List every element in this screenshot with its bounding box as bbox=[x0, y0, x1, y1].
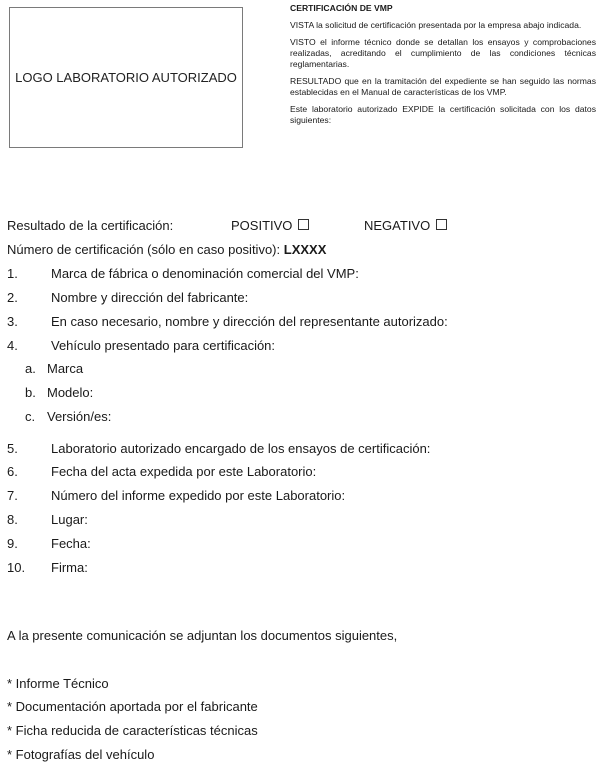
item-number: 1. bbox=[7, 266, 18, 281]
certificate-paragraph: RESULTADO que en la tramitación del expediente se han seguido las normas establecidas en el Manual de características de los VMP. bbox=[290, 76, 596, 97]
subitem-text: Versión/es: bbox=[47, 409, 112, 424]
item-number: 10. bbox=[7, 560, 26, 575]
subitem-letter: c. bbox=[25, 409, 36, 424]
item-number: 7. bbox=[7, 488, 18, 503]
item-number: 5. bbox=[7, 441, 18, 456]
certificate-paragraph: VISTO el informe técnico donde se detallan los ensayos y comprobaciones realizadas, acreditando el cumplimiento de las condiciones técnicas reglamentarias. bbox=[290, 37, 596, 69]
item-text: Firma: bbox=[51, 560, 88, 575]
subitem-text: Marca bbox=[47, 361, 84, 376]
item-text: Lugar: bbox=[51, 512, 88, 527]
logo-placeholder bbox=[9, 7, 243, 148]
certificate-paragraph: Este laboratorio autorizado EXPIDE la certificación solicitada con los datos siguientes: bbox=[290, 104, 596, 125]
item-number: 3. bbox=[7, 314, 18, 329]
attachment-item: * Documentación aportada por el fabricante bbox=[7, 699, 258, 714]
attachments-intro: A la presente comunicación se adjuntan los documentos siguientes, bbox=[7, 628, 398, 643]
positive-label: POSITIVO bbox=[231, 218, 293, 233]
item-text: Laboratorio autorizado encargado de los ensayos de certificación: bbox=[51, 441, 431, 456]
item-text: Nombre y dirección del fabricante: bbox=[51, 290, 249, 305]
negative-option[interactable] bbox=[364, 218, 447, 234]
attachment-item: * Fotografías del vehículo bbox=[7, 747, 155, 762]
result-label: Resultado de la certificación: bbox=[7, 218, 174, 233]
certificate-title: CERTIFICACIÓN DE VMP bbox=[290, 3, 393, 13]
item-text: Vehículo presentado para certificación: bbox=[51, 338, 276, 353]
item-text: En caso necesario, nombre y dirección del representante autorizado: bbox=[51, 314, 448, 329]
certificate-header bbox=[290, 3, 596, 132]
positive-option[interactable] bbox=[231, 218, 309, 234]
item-text: Marca de fábrica o denominación comercial del VMP: bbox=[51, 266, 359, 281]
subitem-letter: a. bbox=[25, 361, 36, 376]
logo-text: LOGO LABORATORIO AUTORIZADO bbox=[15, 70, 237, 85]
positive-checkbox[interactable] bbox=[298, 219, 309, 230]
attachment-item: * Informe Técnico bbox=[7, 676, 109, 691]
negative-label: NEGATIVO bbox=[364, 218, 431, 233]
subitem-letter: b. bbox=[25, 385, 36, 400]
item-number: 8. bbox=[7, 512, 18, 527]
subitem-text: Modelo: bbox=[47, 385, 94, 400]
cert-number-line bbox=[7, 242, 326, 258]
certificate-paragraph: VISTA la solicitud de certificación presentada por la empresa abajo indicada. bbox=[290, 20, 582, 30]
item-text: Fecha: bbox=[51, 536, 91, 551]
item-number: 4. bbox=[7, 338, 18, 353]
item-number: 9. bbox=[7, 536, 18, 551]
item-number: 6. bbox=[7, 464, 18, 479]
item-text: Fecha del acta expedida por este Laboratorio: bbox=[51, 464, 317, 479]
item-text: Número del informe expedido por este Laboratorio: bbox=[51, 488, 346, 503]
cert-number-label: Número de certificación (sólo en caso positivo): bbox=[7, 242, 281, 257]
cert-number-value: LXXXX bbox=[283, 242, 327, 257]
result-line bbox=[7, 218, 173, 234]
item-number: 2. bbox=[7, 290, 18, 305]
negative-checkbox[interactable] bbox=[436, 219, 447, 230]
attachment-item: * Ficha reducida de características técnicas bbox=[7, 723, 258, 738]
